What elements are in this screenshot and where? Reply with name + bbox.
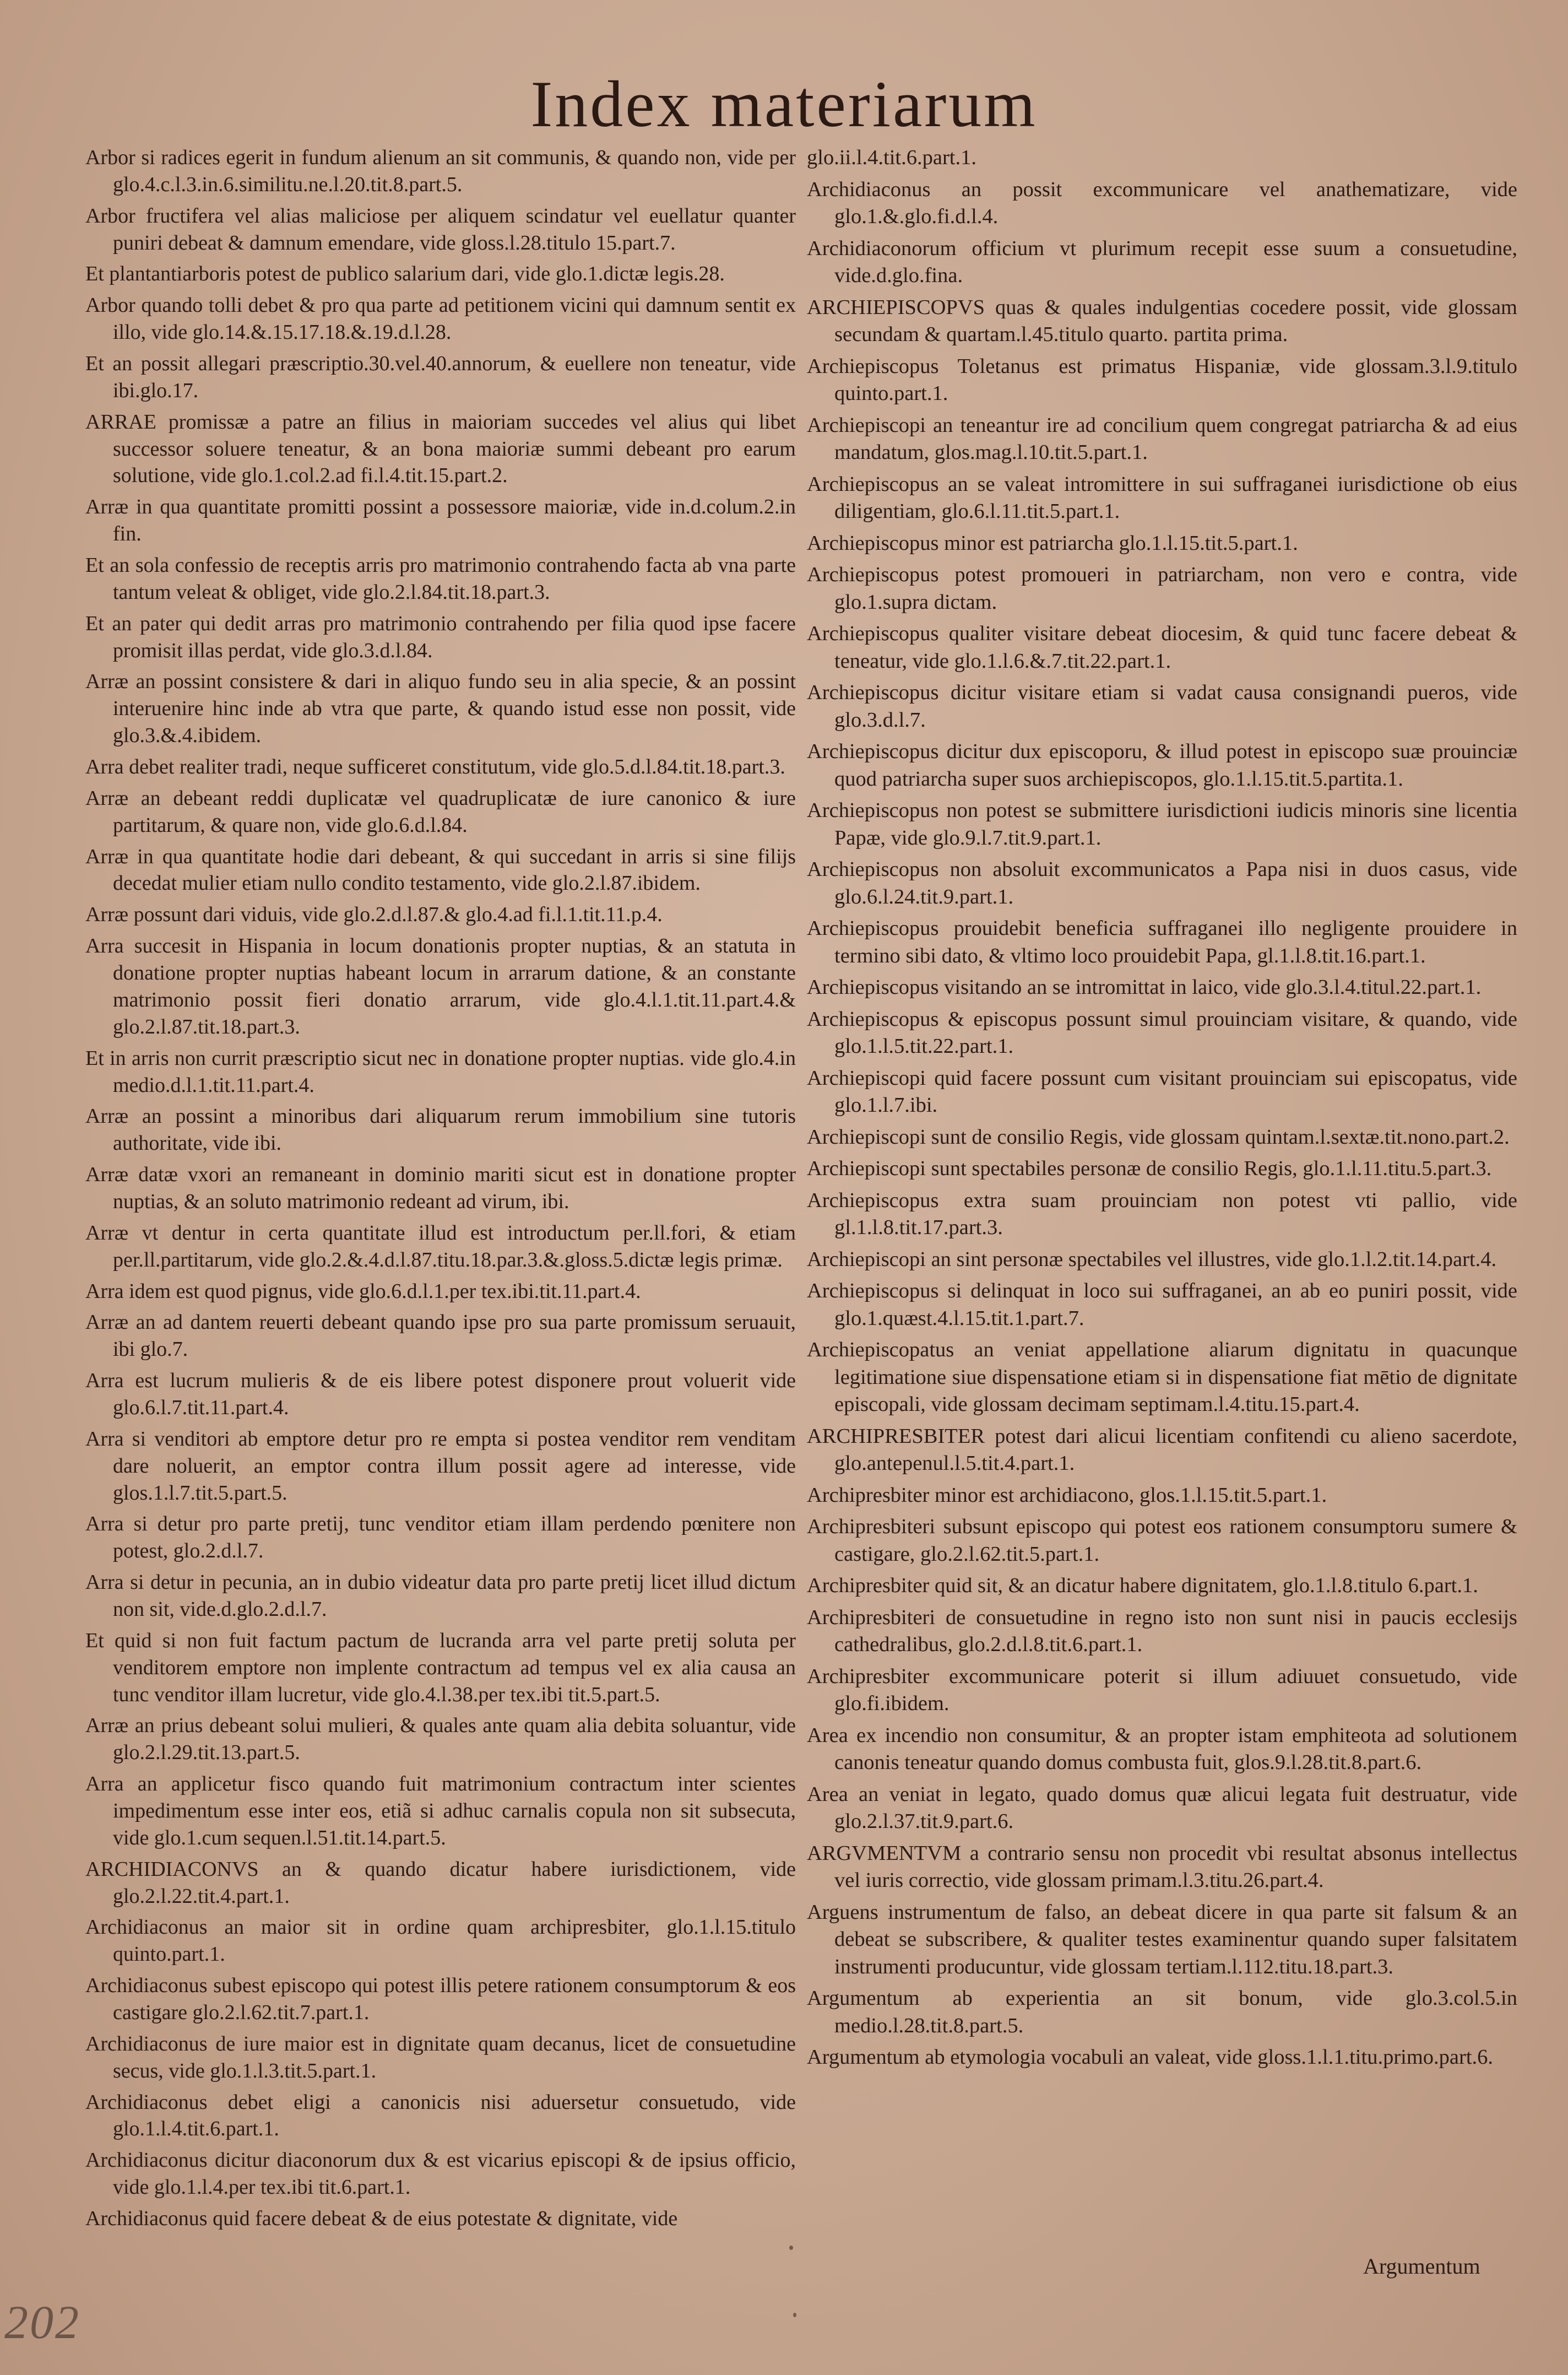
index-entry: Arræ in qua quantitate hodie dari debeant, & qui succedant in arris si sine filijs decedat mulier etiam nullo condito testamento, vide glo.2.l.87.ibidem. xyxy=(85,845,796,895)
ink-speck xyxy=(789,2246,793,2250)
index-entry: Arræ an debeant reddi duplicatæ vel quadruplicatæ de iure canonico & iure partitarum, & quare non, vide glo.6.d.l.84. xyxy=(85,786,796,837)
index-entry: Archiepiscopus dicitur dux episcoporu, & illud potest in episcopo suæ prouinciæ quod patriarcha super suos archiepiscopos, glo.1.l.15.tit.5.partita.1. xyxy=(807,740,1517,791)
index-entry: Arræ datæ vxori an remaneant in dominio mariti sicut est in donatione propter nuptias, & an soluto matrimonio redeant ad virum, ibi. xyxy=(85,1163,796,1213)
index-entry: Archiepiscopi an teneantur ire ad concilium quem congregat patriarcha & ad eius mandatum, glos.mag.l.10.tit.5.part.1. xyxy=(807,413,1517,464)
index-entry: Archiepiscopus Toletanus est primatus Hispaniæ, vide glossam.3.l.9.titulo quinto.part.1. xyxy=(807,354,1517,405)
right-column xyxy=(807,144,1517,2076)
index-entry: Arræ an ad dantem reuerti debeant quando ipse pro sua parte promissum seruauit, ibi glo.7. xyxy=(85,1311,796,1361)
catchword: Argumentum xyxy=(1363,2254,1480,2279)
index-entry: ARCHIPRESBITER potest dari alicui licentiam confitendi cu alieno sacerdote, glo.antepenul.l.5.tit.4.part.1. xyxy=(807,1424,1517,1475)
index-entry: Arbor si radices egerit in fundum alienum an sit communis, & quando non, vide per glo.4.c.l.3.in.6.similitu.ne.l.20.tit.8.part.5. xyxy=(85,146,796,196)
handwritten-folio-number: 202 xyxy=(4,2296,80,2349)
index-entry: ARGVMENTVM a contrario sensu non procedit vbi resultat absonus intellectus vel iuris correctio, vide glossam primam.l.3.titu.26.part.4. xyxy=(807,1841,1517,1892)
index-entry: Et quid si non fuit factum pactum de lucranda arra vel parte pretij soluta per venditorem emptore non implente contractum ad tempus vel ex alia causa an tunc venditor illam lucretur, vide glo.4.l.38.per tex.ibi tit.5.part.5. xyxy=(85,1629,796,1706)
index-entry: Archidiaconus an possit excommunicare vel anathematizare, vide glo.1.&.glo.fi.d.l.4. xyxy=(807,177,1517,228)
index-entry: Archipresbiter excommunicare poterit si illum adiuuet consuetudo, vide glo.fi.ibidem. xyxy=(807,1664,1517,1715)
index-entry: Archidiaconus subest episcopo qui potest illis petere rationem consumptorum & eos castigare glo.2.l.62.tit.7.part.1. xyxy=(85,1974,796,2024)
index-entry: Archidiaconus de iure maior est in dignitate quam decanus, licet de consuetudine secus, vide glo.1.l.3.tit.5.part.1. xyxy=(85,2032,796,2082)
index-entry: Archiepiscopus visitando an se intromittat in laico, vide glo.3.l.4.titul.22.part.1. xyxy=(807,976,1482,999)
index-entry: Arræ in qua quantitate promitti possint a possessore maioriæ, vide in.d.colum.2.in fin. xyxy=(85,495,796,546)
index-entry: Arguens instrumentum de falso, an debeat dicere in qua parte sit falsum & an debeat se subscribere, & qualiter testes examinentur quando super falsitatem instrumenti producuntur, vide glossam tertiam.l.112.titu.18.part.3. xyxy=(807,1900,1517,1978)
page-title: Index materiarum xyxy=(530,67,1038,140)
index-entry: Area an veniat in legato, quado domus quæ alicui legata fuit destruatur, vide glo.2.l.37.tit.9.part.6. xyxy=(807,1782,1517,1833)
index-entry: Archiepiscopi an sint personæ spectabiles vel illustres, vide glo.1.l.2.tit.14.part.4. xyxy=(807,1247,1497,1271)
index-entry: Archiepiscopi sunt de consilio Regis, vide glossam quintam.l.sextæ.tit.nono.part.2. xyxy=(807,1125,1510,1149)
index-entry: Archiepiscopi quid facere possunt cum visitant prouinciam sui episcopatus, vide glo.1.l.7.ibi. xyxy=(807,1066,1517,1117)
left-column xyxy=(85,144,796,2237)
index-entry: Archiepiscopus potest promoueri in patriarcham, non vero e contra, vide glo.1.supra dictam. xyxy=(807,563,1517,614)
index-entry: Archipresbiteri subsunt episcopo qui potest eos rationem consumptoru sumere & castigare, glo.2.l.62.tit.5.part.1. xyxy=(807,1515,1517,1566)
index-entry: Arra si venditori ab emptore detur pro re empta si postea venditor rem venditam dare noluerit, an emptor contra illum possit agere ad interesse, vide glos.1.l.7.tit.5.part.5. xyxy=(85,1427,796,1505)
index-entry: Archiepiscopus an se valeat intromittere in sui suffraganei iurisdictione ob eius diligentiam, glo.6.l.11.tit.5.part.1. xyxy=(807,472,1517,523)
index-entry: Archidiaconus an maior sit in ordine quam archipresbiter, glo.1.l.15.titulo quinto.part.1. xyxy=(85,1916,796,1966)
index-entry: ARCHIEPISCOPVS quas & quales indulgentias cocedere possit, vide glossam secundam & quartam.l.45.titulo quarto. partita prima. xyxy=(807,295,1517,346)
index-entry: Et an sola confessio de receptis arris pro matrimonio contrahendo facta ab vna parte tantum veleat & obliget, vide glo.2.l.84.tit.18.part.3. xyxy=(85,554,796,604)
index-entry: Archiepiscopus minor est patriarcha glo.1.l.15.tit.5.part.1. xyxy=(807,531,1298,555)
index-entry: Arra idem est quod pignus, vide glo.6.d.l.1.per tex.ibi.tit.11.part.4. xyxy=(85,1279,641,1303)
index-entry: Arra debet realiter tradi, neque sufficeret constitutum, vide glo.5.d.l.84.tit.18.part.3. xyxy=(85,755,785,779)
index-entry: Argumentum ab etymologia vocabuli an valeat, vide gloss.1.l.1.titu.primo.part.6. xyxy=(807,2046,1494,2069)
index-entry: Arræ an possint consistere & dari in aliquo fundo seu in alia specie, & an possint interuenire hinc inde ab vtra que parte, & quando istud esse non possit, vide glo.3.&.4.ibidem. xyxy=(85,670,796,748)
index-entry: Et an pater qui dedit arras pro matrimonio contrahendo per filia quod ipse facere promisit illas perdat, vide glo.3.d.l.84. xyxy=(85,612,796,662)
index-entry: Arra an applicetur fisco quando fuit matrimonium contractum inter scientes impedimentum esse inter eos, etiã si adhuc carnalis copula non sit subsecuta, vide glo.1.cum sequen.l.51.tit.14.part.5. xyxy=(85,1772,796,1849)
index-entry: Archiepiscopus prouidebit beneficia suffraganei illo negligente prouidere in termino sibi dato, & vltimo loco prouidebit Papa, gl.1.l.8.tit.16.part.1. xyxy=(807,917,1517,967)
index-entry: Arbor fructifera vel alias maliciose per aliquem scindatur vel euellatur quanter puniri debeat & damnum emendare, vide gloss.l.28.titulo 15.part.7. xyxy=(85,204,796,255)
index-entry: Archiepiscopi sunt spectabiles personæ de consilio Regis, glo.1.l.11.titu.5.part.3. xyxy=(807,1157,1492,1180)
index-entry: Argumentum ab experientia an sit bonum, vide glo.3.col.5.in medio.l.28.tit.8.part.5. xyxy=(807,1987,1517,2037)
index-entry: ARCHIDIACONVS an & quando dicatur habere iurisdictionem, vide glo.2.l.22.tit.4.part.1. xyxy=(85,1857,796,1908)
index-entry: Archipresbiter quid sit, & an dicatur habere dignitatem, glo.1.l.8.titulo 6.part.1. xyxy=(807,1574,1478,1597)
index-entry: Archipresbiter minor est archidiacono, glos.1.l.15.tit.5.part.1. xyxy=(807,1483,1327,1507)
index-entry: Arræ an prius debeant solui mulieri, & quales ante quam alia debita soluantur, vide glo.2.l.29.tit.13.part.5. xyxy=(85,1714,796,1765)
index-entry: Arræ possunt dari viduis, vide glo.2.d.l.87.& glo.4.ad fi.l.1.tit.11.p.4. xyxy=(85,903,663,927)
index-entry: Archiepiscopatus an veniat appellatione aliarum dignitatu in quacunque legitimatione siue dispensatione etiam si in dispensatione fiat mētio de dignitate episcopali, vide glossam decimam septimam.l.4.titu.15.part.4. xyxy=(807,1338,1517,1416)
ink-speck xyxy=(793,2313,796,2317)
index-entry: Archiepiscopus si delinquat in loco sui suffraganei, an ab eo puniri possit, vide glo.1.quæst.4.l.15.tit.1.part.7. xyxy=(807,1279,1517,1330)
index-entry: Archiepiscopus dicitur visitare etiam si vadat causa consignandi pueros, vide glo.3.d.l.7. xyxy=(807,681,1517,732)
index-entry: Et an possit allegari præscriptio.30.vel.40.annorum, & euellere non teneatur, vide ibi.glo.17. xyxy=(85,352,796,402)
index-entry: Arræ vt dentur in certa quantitate illud est introductum per.ll.fori, & etiam per.ll.partitarum, vide glo.2.&.4.d.l.87.titu.18.par.3.&.gloss.5.dictæ legis primæ. xyxy=(85,1221,796,1272)
index-entry: Archidiaconus dicitur diaconorum dux & est vicarius episcopi & de ipsius officio, vide glo.1.l.4.per tex.ibi tit.6.part.1. xyxy=(85,2149,796,2199)
index-entry: Archidiaconus quid facere debeat & de eius potestate & dignitate, vide xyxy=(85,2207,678,2231)
index-entry: Et plantantiarboris potest de publico salarium dari, vide glo.1.dictæ legis.28. xyxy=(85,262,725,286)
index-entry: Archidiaconorum officium vt plurimum recepit esse suum a consuetudine, vide.d.glo.fina. xyxy=(807,236,1517,287)
index-entry: Archiepiscopus & episcopus possunt simul prouinciam visitare, & quando, vide glo.1.l.5.tit.22.part.1. xyxy=(807,1007,1517,1058)
index-entry: ARRAE promissæ a patre an filius in maioriam succedes vel alius qui libet successor soluere teneatur, & an bona maioriæ summi debeant pro earum solutione, vide glo.1.col.2.ad fi.l.4.tit.15.part.2. xyxy=(85,410,796,488)
index-entry: Arra succesit in Hispania in locum donationis propter nuptias, & an statuta in donatione propter nuptias habeant locum in arrarum datione, & an constante matrimonio possit fieri donatio arrarum, vide glo.4.l.1.tit.11.part.4.& glo.2.l.87.tit.18.part.3. xyxy=(85,934,796,1038)
index-entry: Archiepiscopus extra suam prouinciam non potest vti pallio, vide gl.1.l.8.tit.17.part.3. xyxy=(807,1188,1517,1239)
index-entry: Arræ an possint a minoribus dari aliquarum rerum immobilium sine tutoris authoritate, vide ibi. xyxy=(85,1105,796,1155)
index-entry: glo.ii.l.4.tit.6.part.1. xyxy=(807,146,976,169)
index-entry: Archipresbiteri de consuetudine in regno isto non sunt nisi in paucis ecclesijs cathedralibus, glo.2.d.l.8.tit.6.part.1. xyxy=(807,1605,1517,1656)
index-entry: Archiepiscopus qualiter visitare debeat diocesim, & quid tunc facere debeat & teneatur, vide glo.1.l.6.&.7.tit.22.part.1. xyxy=(807,622,1517,673)
index-entry: Area ex incendio non consumitur, & an propter istam emphiteota ad solutionem canonis teneatur quando domus combusta fuit, glos.9.l.28.tit.8.part.6. xyxy=(807,1723,1517,1774)
index-entry: Archiepiscopus non absoluit excommunicatos a Papa nisi in duos casus, vide glo.6.l.24.tit.9.part.1. xyxy=(807,858,1517,908)
index-entry: Et in arris non currit præscriptio sicut nec in donatione propter nuptias. vide glo.4.in medio.d.l.1.tit.11.part.4. xyxy=(85,1046,796,1097)
index-entry: Archidiaconus debet eligi a canonicis nisi aduersetur consuetudo, vide glo.1.l.4.tit.6.part.1. xyxy=(85,2090,796,2141)
index-entry: Arra si detur in pecunia, an in dubio videatur data pro parte pretij licet illud dictum non sit, vide.d.glo.2.d.l.7. xyxy=(85,1571,796,1621)
index-entry: Arra est lucrum mulieris & de eis libere potest disponere prout voluerit vide glo.6.l.7.tit.11.part.4. xyxy=(85,1369,796,1419)
index-entry: Archiepiscopus non potest se submittere iurisdictioni iudicis minoris sine licentia Papæ, vide glo.9.l.7.tit.9.part.1. xyxy=(807,799,1517,850)
index-entry: Arra si detur pro parte pretij, tunc venditor etiam illam perdendo pœnitere non potest, glo.2.d.l.7. xyxy=(85,1512,796,1563)
index-entry: Arbor quando tolli debet & pro qua parte ad petitionem vicini qui damnum sentit ex illo, vide glo.14.&.15.17.18.&.19.d.l.28. xyxy=(85,294,796,344)
